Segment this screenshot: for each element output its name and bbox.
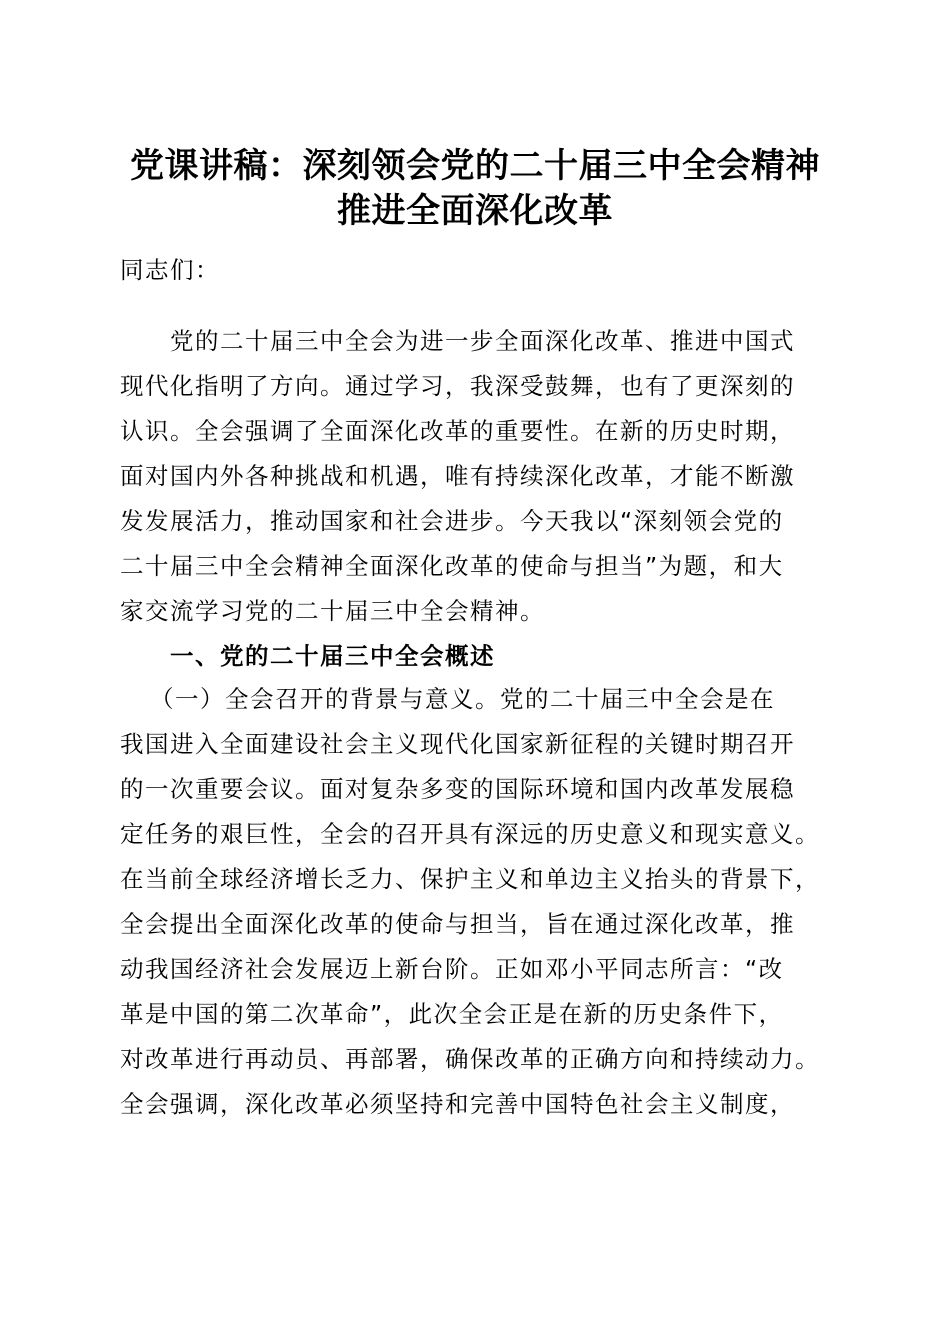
paragraph-line: 同志们： <box>120 256 220 284</box>
paragraph-line: 认识。全会强调了全面深化改革的重要性。在新的历史时期， <box>120 417 795 445</box>
section-heading: 一、党的二十届三中全会概述 <box>170 642 495 670</box>
paragraph-line: 定任务的艰巨性，全会的召开具有深远的历史意义和现实意义。 <box>120 820 820 848</box>
paragraph-line: 现代化指明了方向。通过学习，我深受鼓舞，也有了更深刻的 <box>120 372 795 400</box>
paragraph-line: 在当前全球经济增长乏力、保护主义和单边主义抬头的背景下， <box>120 865 820 893</box>
document-title-line-1: 党课讲稿：深刻领会党的二十届三中全会精神 <box>130 146 820 186</box>
paragraph-line: 的一次重要会议。面对复杂多变的国际环境和国内改革发展稳 <box>120 775 795 803</box>
paragraph-line: 动我国经济社会发展迈上新台阶。正如邓小平同志所言：“改 <box>120 955 784 983</box>
paragraph-line: 全会提出全面深化改革的使命与担当，旨在通过深化改革，推 <box>120 910 795 938</box>
paragraph-line: 面对国内外各种挑战和机遇，唯有持续深化改革，才能不断激 <box>120 462 795 490</box>
paragraph-line: 发发展活力，推动国家和社会进步。今天我以“深刻领会党的 <box>120 507 784 535</box>
paragraph-line: 家交流学习党的二十届三中全会精神。 <box>120 597 545 625</box>
paragraph-line: （一）全会召开的背景与意义。党的二十届三中全会是在 <box>150 685 775 713</box>
paragraph-line: 全会强调，深化改革必须坚持和完善中国特色社会主义制度， <box>120 1090 795 1118</box>
document-title-line-2: 推进全面深化改革 <box>337 191 613 231</box>
paragraph-line: 党的二十届三中全会为进一步全面深化改革、推进中国式 <box>170 327 795 355</box>
paragraph-line: 革是中国的第二次革命”，此次全会正是在新的历史条件下， <box>120 1000 784 1028</box>
paragraph-line: 对改革进行再动员、再部署，确保改革的正确方向和持续动力。 <box>120 1045 820 1073</box>
paragraph-line: 我国进入全面建设社会主义现代化国家新征程的关键时期召开 <box>120 730 795 758</box>
paragraph-line: 二十届三中全会精神全面深化改革的使命与担当”为题，和大 <box>120 552 784 580</box>
